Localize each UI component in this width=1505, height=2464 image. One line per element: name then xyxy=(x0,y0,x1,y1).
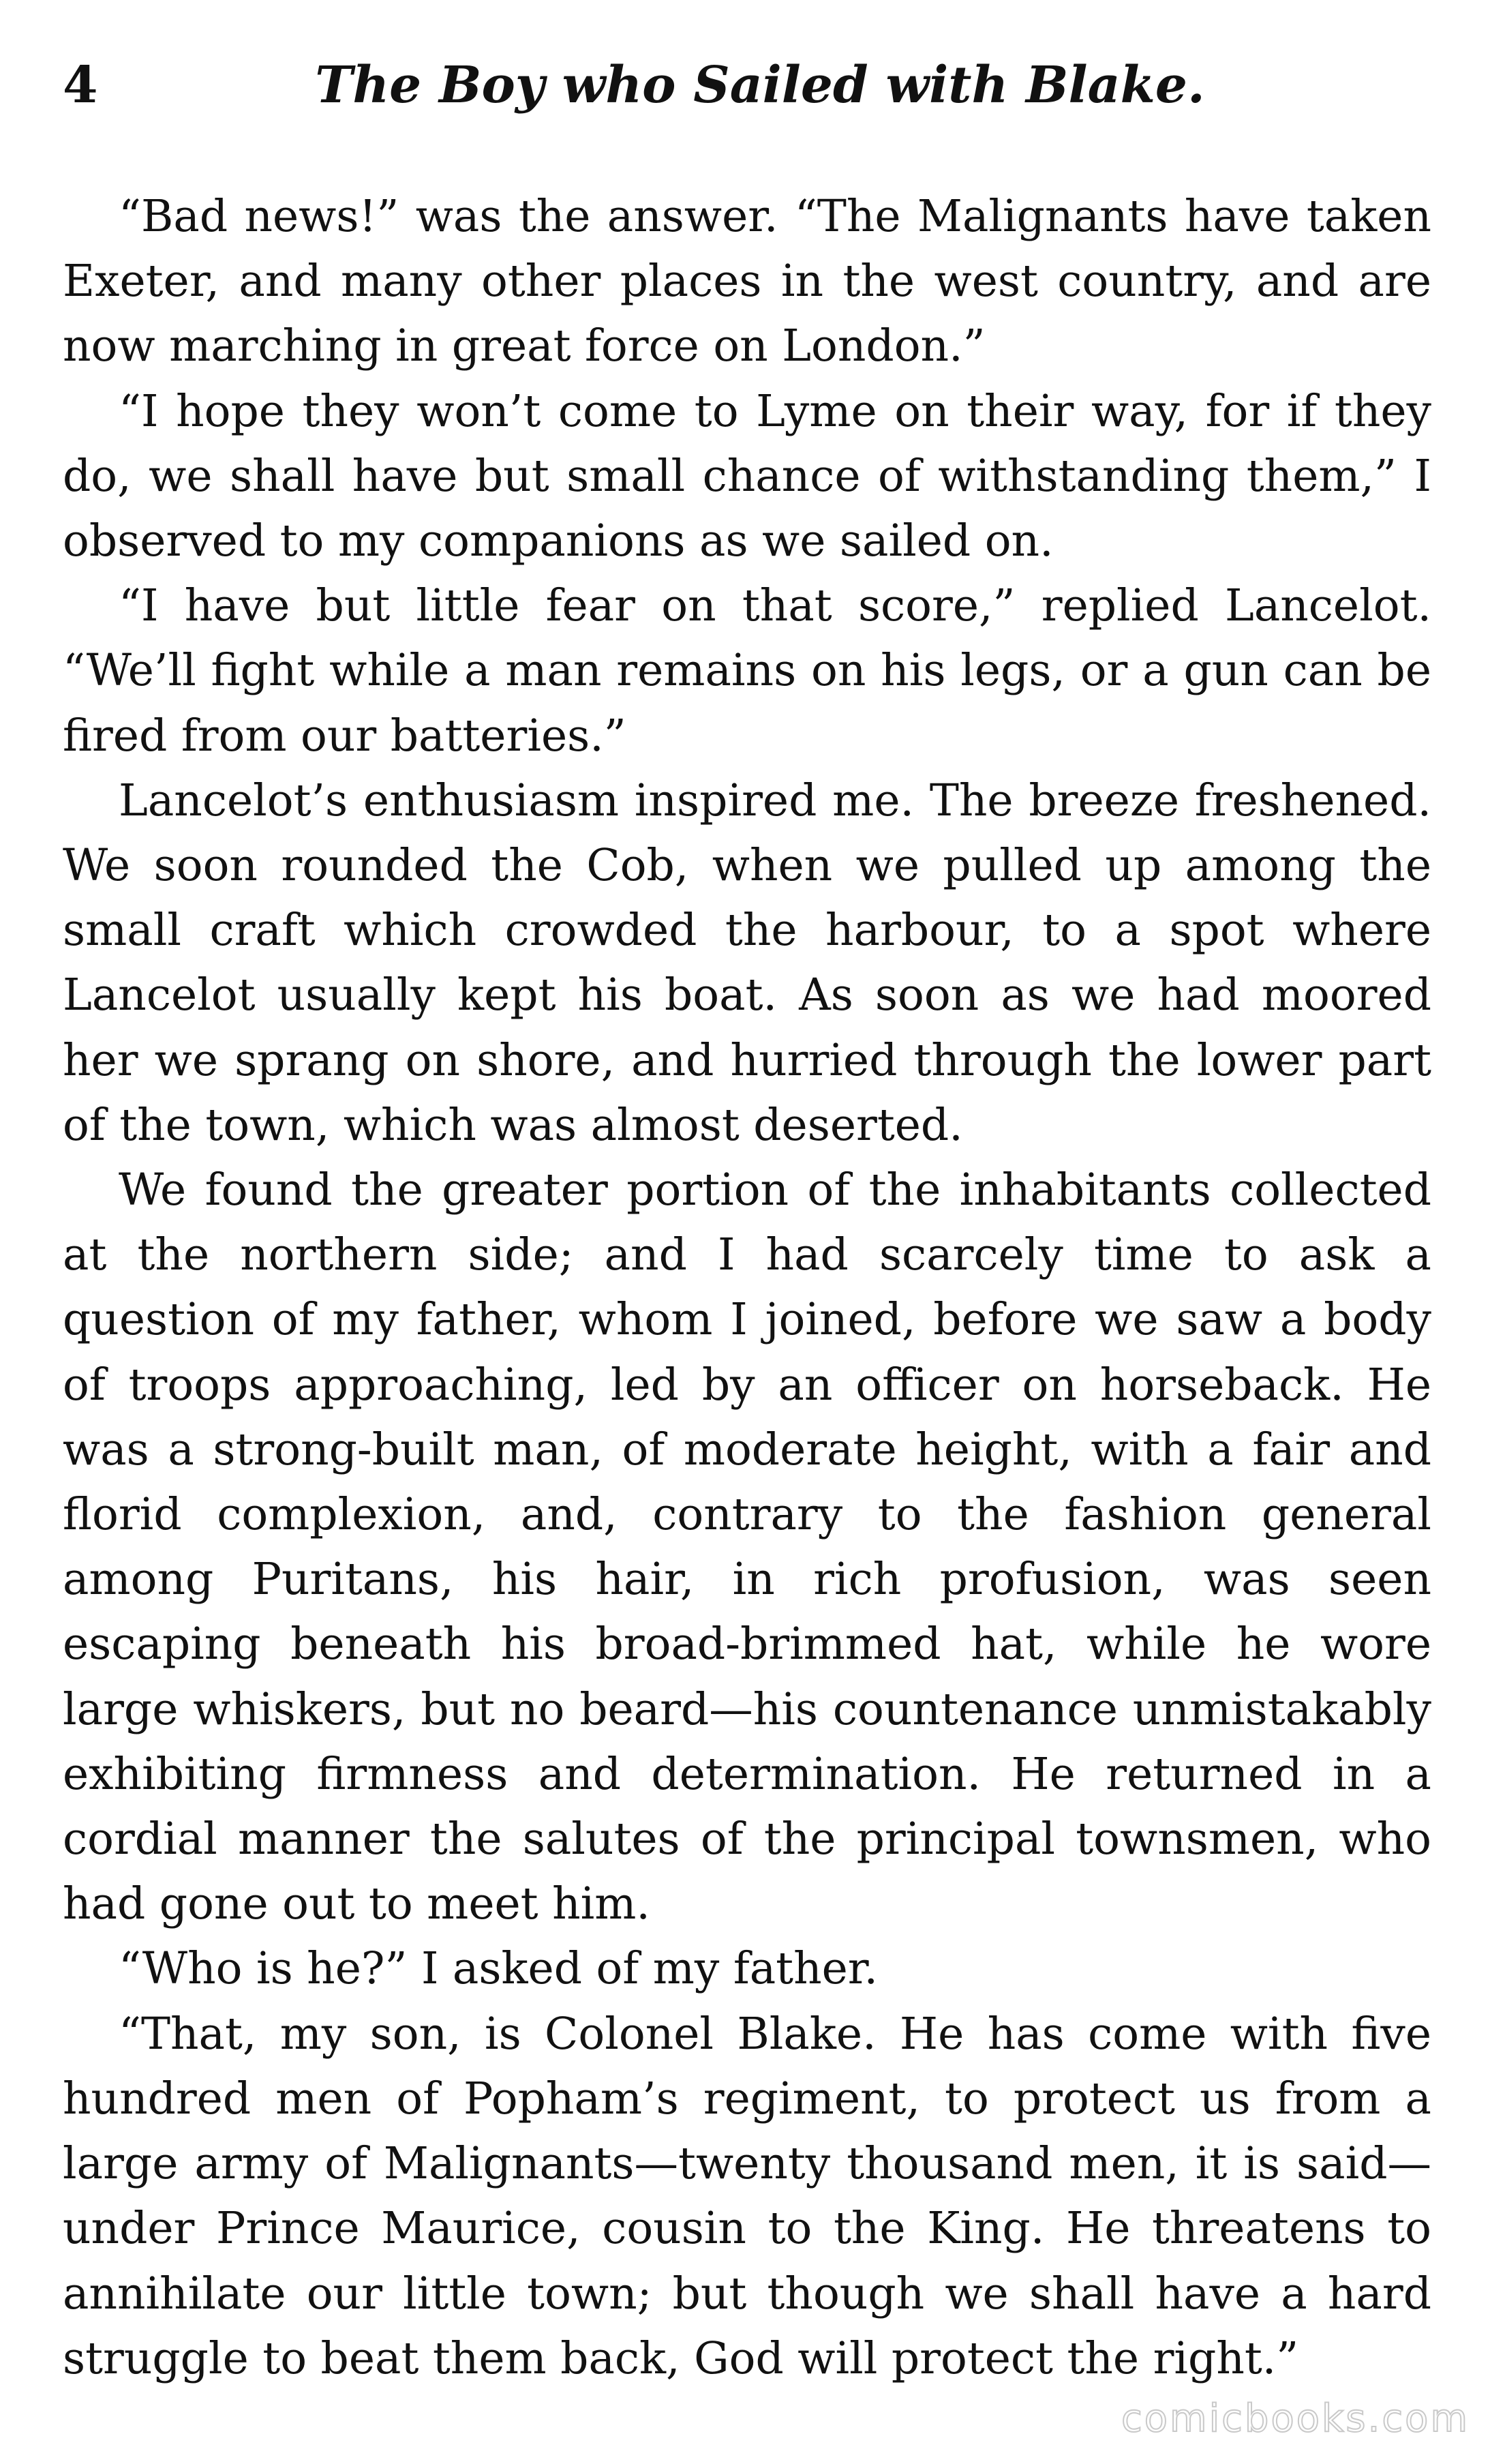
paragraph: Lancelot’s enthusiasm inspired me. The breeze freshened. We soon rounded the Cob, when we pulled up among the small craft which crowded the harbour, to a spot where Lancelot usually kept his boat. As soon as we had moored her we sprang on shore, and hurried through the lower part of the town, which was almost deserted. xyxy=(63,775,1431,1151)
page-header xyxy=(63,56,1430,121)
paragraph: “Bad news!” was the answer. “The Malignants have taken Exeter, and many other places in the west country, and are now marching in great force on London.” xyxy=(63,191,1431,372)
watermark: comicbooks.com xyxy=(1121,2397,1470,2441)
page-number: 4 xyxy=(63,56,98,115)
paragraph: “That, my son, is Colonel Blake. He has come with five hundred men of Popham’s regiment, to protect us from a large army of Malignants—twenty thousand men, it is said—under Prince Maurice, cousin to the King. He threatens to annihilate our little town; but though we shall have a hard struggle to beat them back, God will protect the right.” xyxy=(63,2008,1431,2384)
paragraph: “Who is he?” I asked of my father. xyxy=(119,1943,879,1995)
running-head: The Boy who Sailed with Blake. xyxy=(315,56,1205,115)
paragraph: “I hope they won’t come to Lyme on their way, for if they do, we shall have but small chance of withstanding them,” I observed to my companions as we sailed on. xyxy=(63,385,1431,567)
paragraph: “I have but little fear on that score,” replied Lancelot. “We’ll fight while a man remains on his legs, or a gun can be fired from our batteries.” xyxy=(63,580,1431,762)
body-text xyxy=(63,184,1431,2391)
paragraph: We found the greater portion of the inhabitants collected at the northern side; and I had scarcely time to ask a question of my father, whom I joined, before we saw a body of troops approaching, led by an officer on horseback. He was a strong-built man, of moderate height, with a fair and florid complexion, and, contrary to the fashion general among Puritans, his hair, in rich profusion, was seen escaping beneath his broad-brimmed hat, while he wore large whiskers, but no beard—his countenance unmistakably exhibiting firmness and determination. He returned in a cordial manner the salutes of the principal townsmen, who had gone out to meet him. xyxy=(63,1165,1431,1930)
